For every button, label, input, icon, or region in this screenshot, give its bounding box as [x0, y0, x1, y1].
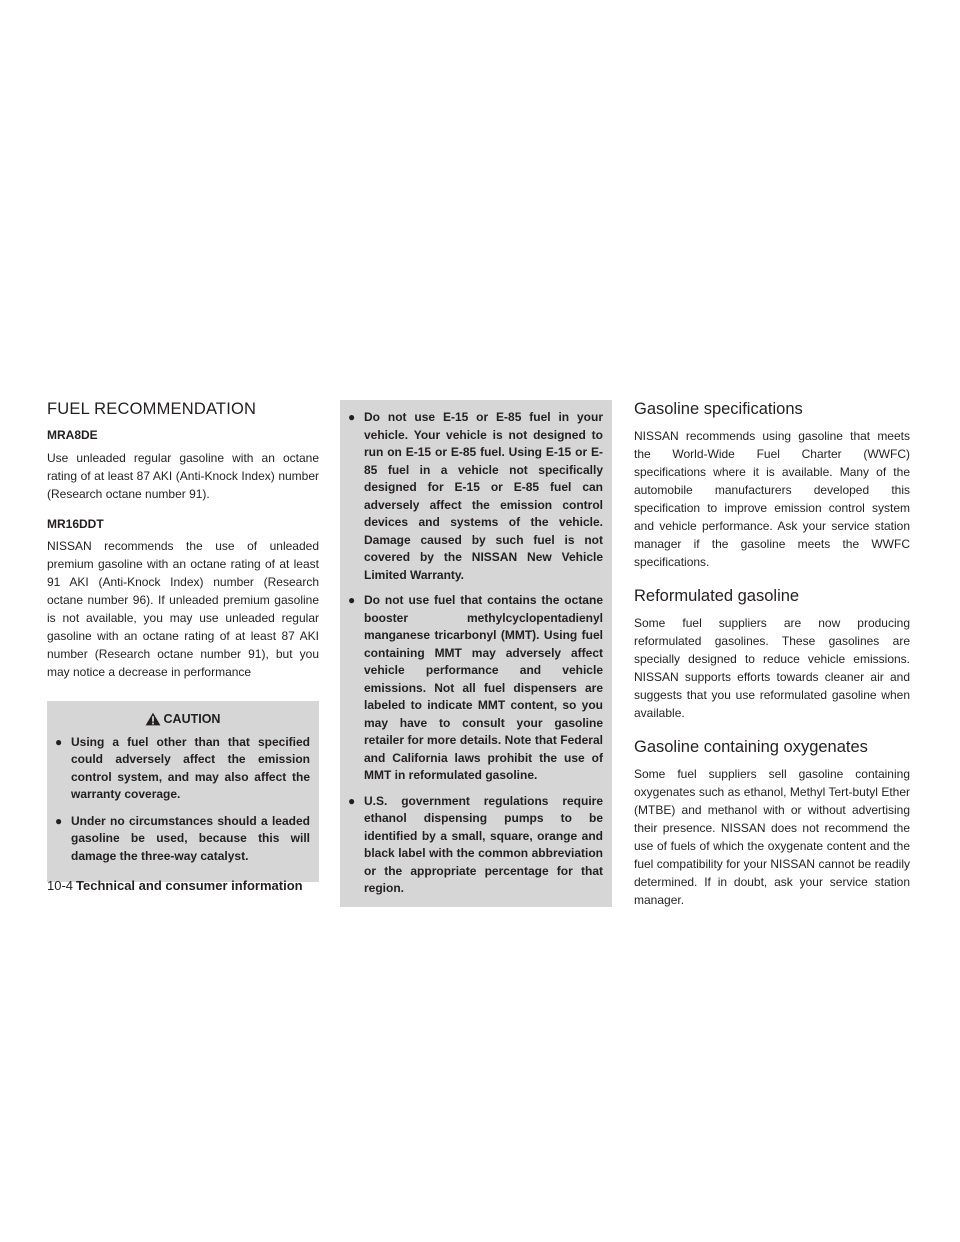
caution-list-continued [348, 409, 603, 898]
caution-header [55, 712, 310, 726]
list-item-text: Do not use E-15 or E-85 fuel in your vehicle. Your vehicle is not designed to run on E-15 or E-85 fuel. Using E-15 or E-85 fuel in a vehicle not specifically designed for E-15 or E-85 fuel can adversely affect the emission control devices and systems of the vehicle. Damage caused by such fuel is not covered by the NISSAN New Vehicle Limited Warranty. [364, 410, 603, 582]
paragraph-reformulated-gasoline: Some fuel suppliers are now producing reformulated gasolines. These gasolines are specially designed to reduce vehicle emissions. NISSAN supports efforts towards cleaner air and suggests that you use reformulated gasoline when available. [634, 616, 910, 721]
paragraph-mra8de: Use unleaded regular gasoline with an octane rating of at least 87 AKI (Anti-Knock Index) number (Research octane number 91). [47, 450, 319, 501]
heading-reformulated-gasoline: Reformulated gasoline [634, 587, 800, 606]
bullet-icon: ● [348, 410, 356, 424]
list-item [348, 409, 603, 584]
caution-box [47, 701, 319, 883]
list-item [348, 793, 603, 898]
section-title: Technical and consumer information [76, 878, 303, 893]
bullet-icon: ● [348, 593, 356, 607]
engine-label-mr16ddt: MR16DDT [47, 516, 104, 531]
list-item [55, 734, 310, 804]
list-item-text: Using a fuel other than that specified could adversely affect the emission control system, and may also affect the warranty coverage. [71, 734, 310, 802]
warning-icon [145, 712, 161, 726]
bullet-icon: ● [55, 813, 63, 828]
list-item [348, 592, 603, 785]
list-item [55, 813, 310, 866]
right-column [634, 400, 910, 909]
heading-gasoline-oxygenates: Gasoline containing oxygenates [634, 738, 868, 757]
page-number: 10-4 [47, 878, 74, 893]
caution-continuation-box [340, 400, 612, 907]
section-heading: FUEL RECOMMENDATION [47, 400, 257, 418]
list-item-text: Do not use fuel that contains the octane booster methylcyclopentadienyl manganese tricarbonyl (MMT). Using fuel containing MMT may adversely affect vehicle performance and vehicle emissions. Not all fuel dispensers are labeled to indicate MMT content, so you may have to consult your gasoline retailer for more details. Note that Federal and California laws prohibit the use of MMT in reformulated gasoline. [364, 593, 603, 782]
list-item-text: U.S. government regulations require ethanol dispensing pumps to be identified by a small, square, orange and black label with the common abbreviation or the appropriate percentage for that region. [364, 793, 603, 895]
caution-title: CAUTION [163, 711, 221, 726]
middle-column [340, 400, 612, 907]
bullet-icon: ● [55, 734, 63, 749]
page-footer [47, 878, 303, 893]
caution-list [55, 734, 310, 866]
engine-label-mra8de: MRA8DE [47, 428, 98, 443]
bullet-icon: ● [348, 793, 356, 808]
heading-gasoline-specifications: Gasoline specifications [634, 400, 803, 418]
left-column [47, 400, 319, 882]
paragraph-mr16ddt: NISSAN recommends the use of unleaded premium gasoline with an octane rating of at least 91 AKI (Anti-Knock Index) number (Research octane number 96). If unleaded premium gasoline is not available, you may use unleaded regular gasoline with an octane rating of at least 87 AKI number (Research octane number 91), but you may notice a decrease in performance [47, 538, 319, 679]
paragraph-gasoline-oxygenates: Some fuel suppliers sell gasoline containing oxygenates such as ethanol, Methyl Tert-butyl Ether (MTBE) and methanol with or without advertising their presence. NISSAN does not recommend the use of fuels of which the oxygenate content and the fuel compatibility for your NISSAN cannot be readily determined. If in doubt, ask your service station manager. [634, 767, 910, 908]
paragraph-gasoline-specifications: NISSAN recommends using gasoline that meets the World-Wide Fuel Charter (WWFC) specifications where it is available. Many of the automobile manufacturers developed this specification to improve emission control system and vehicle performance. Ask your service station manager if the gasoline meets the WWFC specifications. [634, 429, 910, 570]
list-item-text: Under no circumstances should a leaded gasoline be used, because this will damage the three-way catalyst. [71, 813, 310, 863]
